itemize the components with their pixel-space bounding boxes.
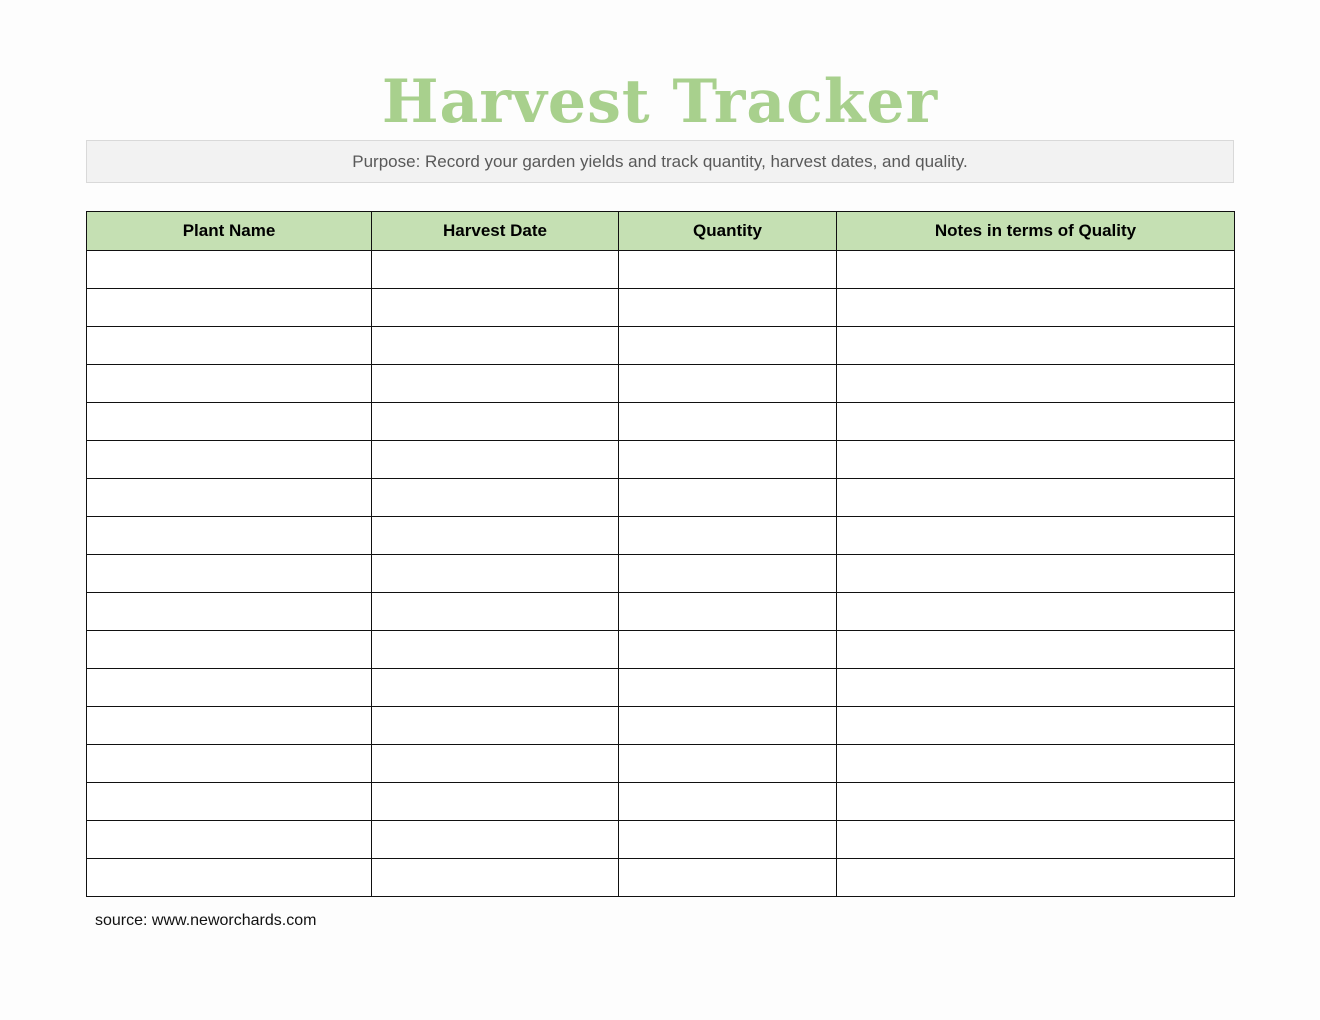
quantity-cell[interactable] [619,403,837,441]
plant-name-cell[interactable] [87,631,372,669]
table-row [87,669,1235,707]
plant-name-cell[interactable] [87,859,372,897]
notes-cell[interactable] [837,783,1235,821]
notes-cell[interactable] [837,707,1235,745]
notes-cell[interactable] [837,441,1235,479]
notes-cell[interactable] [837,403,1235,441]
table-row [87,479,1235,517]
harvest-date-cell[interactable] [372,327,619,365]
quantity-cell[interactable] [619,289,837,327]
notes-cell[interactable] [837,859,1235,897]
plant-name-cell[interactable] [87,517,372,555]
table-row [87,593,1235,631]
harvest-date-cell[interactable] [372,707,619,745]
plant-name-cell[interactable] [87,251,372,289]
table-row [87,783,1235,821]
quantity-cell[interactable] [619,251,837,289]
table-row [87,745,1235,783]
harvest-date-cell[interactable] [372,821,619,859]
column-header-quantity: Quantity [619,212,837,251]
quantity-cell[interactable] [619,821,837,859]
column-header-plant-name: Plant Name [87,212,372,251]
harvest-date-cell[interactable] [372,517,619,555]
notes-cell[interactable] [837,289,1235,327]
notes-cell[interactable] [837,365,1235,403]
plant-name-cell[interactable] [87,707,372,745]
quantity-cell[interactable] [619,859,837,897]
source-note: source: www.neworchards.com [95,912,317,929]
harvest-date-cell[interactable] [372,859,619,897]
quantity-cell[interactable] [619,327,837,365]
notes-cell[interactable] [837,327,1235,365]
table-row [87,289,1235,327]
harvest-table [86,211,1235,897]
harvest-date-cell[interactable] [372,251,619,289]
notes-cell[interactable] [837,517,1235,555]
table-row [87,403,1235,441]
plant-name-cell[interactable] [87,669,372,707]
plant-name-cell[interactable] [87,745,372,783]
harvest-date-cell[interactable] [372,745,619,783]
plant-name-cell[interactable] [87,593,372,631]
harvest-date-cell[interactable] [372,555,619,593]
plant-name-cell[interactable] [87,403,372,441]
table-row [87,327,1235,365]
plant-name-cell[interactable] [87,555,372,593]
quantity-cell[interactable] [619,593,837,631]
table-row [87,555,1235,593]
quantity-cell[interactable] [619,441,837,479]
page-title: Harvest Tracker [381,67,939,137]
table-row [87,859,1235,897]
harvest-date-cell[interactable] [372,669,619,707]
notes-cell[interactable] [837,251,1235,289]
notes-cell[interactable] [837,555,1235,593]
harvest-date-cell[interactable] [372,783,619,821]
table-row [87,251,1235,289]
harvest-date-cell[interactable] [372,631,619,669]
table-row [87,631,1235,669]
column-header-notes: Notes in terms of Quality [837,212,1235,251]
column-header-harvest-date: Harvest Date [372,212,619,251]
quantity-cell[interactable] [619,517,837,555]
table-row [87,821,1235,859]
table-header-row [87,212,1235,251]
quantity-cell[interactable] [619,365,837,403]
plant-name-cell[interactable] [87,365,372,403]
table-row [87,441,1235,479]
table-row [87,707,1235,745]
purpose-banner: Purpose: Record your garden yields and track quantity, harvest dates, and quality. [86,140,1234,183]
plant-name-cell[interactable] [87,479,372,517]
table-row [87,517,1235,555]
plant-name-cell[interactable] [87,821,372,859]
notes-cell[interactable] [837,631,1235,669]
harvest-date-cell[interactable] [372,403,619,441]
plant-name-cell[interactable] [87,783,372,821]
quantity-cell[interactable] [619,669,837,707]
quantity-cell[interactable] [619,631,837,669]
notes-cell[interactable] [837,669,1235,707]
plant-name-cell[interactable] [87,289,372,327]
quantity-cell[interactable] [619,783,837,821]
table-body [87,251,1235,897]
table-row [87,365,1235,403]
harvest-date-cell[interactable] [372,289,619,327]
quantity-cell[interactable] [619,707,837,745]
harvest-date-cell[interactable] [372,441,619,479]
quantity-cell[interactable] [619,745,837,783]
plant-name-cell[interactable] [87,327,372,365]
harvest-date-cell[interactable] [372,365,619,403]
notes-cell[interactable] [837,745,1235,783]
quantity-cell[interactable] [619,555,837,593]
quantity-cell[interactable] [619,479,837,517]
harvest-date-cell[interactable] [372,479,619,517]
plant-name-cell[interactable] [87,441,372,479]
notes-cell[interactable] [837,593,1235,631]
harvest-date-cell[interactable] [372,593,619,631]
notes-cell[interactable] [837,479,1235,517]
notes-cell[interactable] [837,821,1235,859]
